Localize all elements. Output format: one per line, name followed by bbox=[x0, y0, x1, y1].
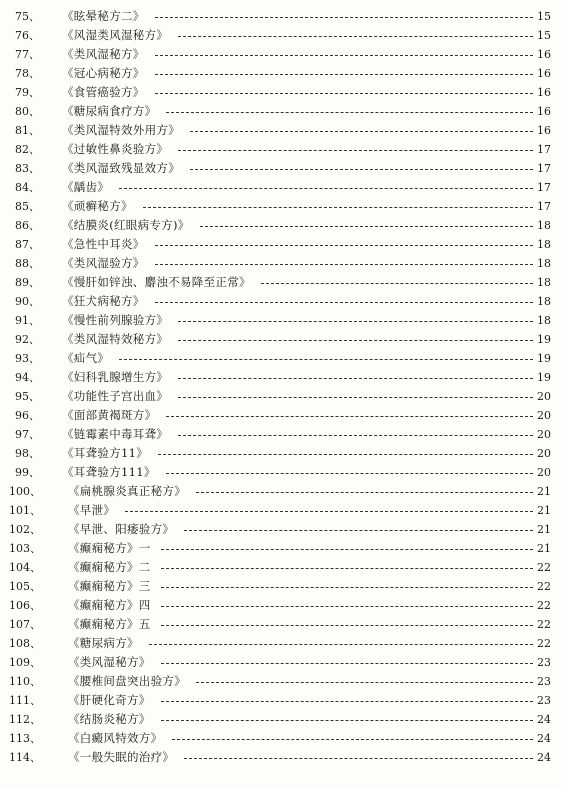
toc-entry-title: 《链霉素中毒耳聋》 bbox=[62, 427, 169, 441]
toc-entry-page-number: 16 bbox=[537, 105, 551, 118]
toc-entry-page-number: 15 bbox=[537, 10, 551, 23]
toc-entry-title: 《急性中耳炎》 bbox=[62, 237, 145, 251]
toc-dot-leader bbox=[155, 55, 533, 56]
toc-entry[interactable] bbox=[0, 121, 567, 140]
toc-entry-number: 81、 bbox=[15, 124, 40, 137]
toc-entry[interactable] bbox=[0, 216, 567, 235]
toc-entry-page-number: 18 bbox=[537, 276, 551, 289]
toc-entry-title: 《慢肝如锌浊、麝浊不易降至正常》 bbox=[62, 275, 251, 289]
toc-entry[interactable] bbox=[0, 273, 567, 292]
toc-entry-title: 《眩晕秘方二》 bbox=[62, 9, 145, 23]
toc-entry-page-number: 20 bbox=[537, 447, 551, 460]
toc-entry-page-number: 19 bbox=[537, 371, 551, 384]
toc-entry-page-number: 22 bbox=[537, 637, 551, 650]
toc-entry[interactable] bbox=[0, 672, 567, 691]
toc-entry-number: 83、 bbox=[15, 162, 40, 175]
toc-dot-leader bbox=[196, 682, 533, 683]
toc-dot-leader bbox=[178, 321, 533, 322]
toc-entry[interactable] bbox=[0, 406, 567, 425]
toc-entry-number: 101、 bbox=[9, 504, 41, 517]
toc-entry-page-number: 24 bbox=[537, 751, 551, 764]
toc-entry-number: 79、 bbox=[15, 86, 40, 99]
toc-entry-number: 80、 bbox=[15, 105, 40, 118]
toc-entry-number: 99、 bbox=[15, 466, 40, 479]
toc-entry[interactable] bbox=[0, 197, 567, 216]
toc-dot-leader bbox=[190, 131, 533, 132]
toc-dot-leader bbox=[166, 112, 533, 113]
toc-entry-title: 《腰椎间盘突出验方》 bbox=[68, 674, 186, 688]
toc-entry-number: 113、 bbox=[9, 732, 41, 745]
toc-entry-title: 《早泄、阳痿验方》 bbox=[68, 522, 175, 536]
toc-entry[interactable] bbox=[0, 292, 567, 311]
toc-entry[interactable] bbox=[0, 83, 567, 102]
toc-entry-title: 《扁桃腺炎真正秘方》 bbox=[68, 484, 186, 498]
toc-dot-leader bbox=[172, 739, 533, 740]
toc-entry-title: 《早泄》 bbox=[68, 503, 116, 517]
toc-entry-title: 《结膜炎(红眼病专方)》 bbox=[62, 218, 190, 232]
toc-entry-number: 111、 bbox=[9, 694, 41, 707]
toc-entry-title: 《癫痫秘方》三 bbox=[68, 579, 151, 593]
toc-dot-leader bbox=[155, 17, 533, 18]
toc-dot-leader bbox=[161, 720, 533, 721]
toc-entry-page-number: 15 bbox=[537, 29, 551, 42]
toc-entry-page-number: 22 bbox=[537, 561, 551, 574]
toc-entry-title: 《类风湿特效外用方》 bbox=[62, 123, 180, 137]
toc-entry-number: 77、 bbox=[15, 48, 40, 61]
toc-entry-number: 94、 bbox=[15, 371, 40, 384]
toc-entry-page-number: 21 bbox=[537, 523, 551, 536]
toc-entry-number: 93、 bbox=[15, 352, 40, 365]
toc-entry[interactable] bbox=[0, 615, 567, 634]
toc-entry-number: 104、 bbox=[9, 561, 41, 574]
toc-dot-leader bbox=[149, 644, 533, 645]
toc-entry-page-number: 18 bbox=[537, 295, 551, 308]
toc-entry[interactable] bbox=[0, 159, 567, 178]
toc-dot-leader bbox=[166, 416, 533, 417]
toc-entry-page-number: 21 bbox=[537, 542, 551, 555]
toc-dot-leader bbox=[161, 663, 533, 664]
toc-entry[interactable] bbox=[0, 520, 567, 539]
toc-entry[interactable] bbox=[0, 558, 567, 577]
toc-entry-page-number: 16 bbox=[537, 67, 551, 80]
toc-entry-page-number: 18 bbox=[537, 257, 551, 270]
toc-entry-page-number: 18 bbox=[537, 238, 551, 251]
toc-dot-leader bbox=[166, 473, 533, 474]
toc-entry-title: 《类风湿致残显效方》 bbox=[62, 161, 180, 175]
toc-dot-leader bbox=[158, 454, 533, 455]
toc-dot-leader bbox=[190, 169, 533, 170]
toc-entry[interactable] bbox=[0, 140, 567, 159]
toc-entry-page-number: 22 bbox=[537, 599, 551, 612]
toc-entry[interactable] bbox=[0, 710, 567, 729]
toc-entry-title: 《一般失眠的治疗》 bbox=[68, 750, 175, 764]
toc-entry[interactable] bbox=[0, 349, 567, 368]
toc-entry-title: 《顽癣秘方》 bbox=[62, 199, 133, 213]
toc-entry-title: 《面部黄褐斑方》 bbox=[62, 408, 157, 422]
toc-entry-number: 112、 bbox=[9, 713, 41, 726]
toc-entry[interactable] bbox=[0, 482, 567, 501]
toc-entry[interactable] bbox=[0, 596, 567, 615]
toc-entry-number: 114、 bbox=[9, 751, 41, 764]
toc-dot-leader bbox=[161, 625, 533, 626]
toc-entry[interactable] bbox=[0, 45, 567, 64]
toc-entry-page-number: 20 bbox=[537, 428, 551, 441]
toc-entry[interactable] bbox=[0, 444, 567, 463]
toc-entry-page-number: 24 bbox=[537, 713, 551, 726]
toc-entry-page-number: 23 bbox=[537, 694, 551, 707]
toc-entry-title: 《功能性子宫出血》 bbox=[62, 389, 169, 403]
toc-dot-leader bbox=[155, 245, 533, 246]
toc-dot-leader bbox=[161, 701, 533, 702]
toc-entry-number: 86、 bbox=[15, 219, 40, 232]
toc-dot-leader bbox=[161, 606, 533, 607]
toc-entry-page-number: 18 bbox=[537, 219, 551, 232]
toc-entry-number: 109、 bbox=[9, 656, 41, 669]
toc-entry-title: 《过敏性鼻炎验方》 bbox=[62, 142, 169, 156]
toc-entry[interactable] bbox=[0, 691, 567, 710]
toc-entry-page-number: 19 bbox=[537, 352, 551, 365]
toc-entry[interactable] bbox=[0, 64, 567, 83]
toc-entry-title: 《耳聋验方11》 bbox=[62, 446, 149, 460]
toc-entry[interactable] bbox=[0, 26, 567, 45]
toc-entry-title: 《类风湿秘方》 bbox=[68, 655, 151, 669]
toc-entry-number: 92、 bbox=[15, 333, 40, 346]
toc-entry[interactable] bbox=[0, 634, 567, 653]
toc-dot-leader bbox=[184, 758, 533, 759]
toc-entry-number: 96、 bbox=[15, 409, 40, 422]
toc-entry-title: 《耳聋验方111》 bbox=[62, 465, 156, 479]
toc-dot-leader bbox=[155, 74, 533, 75]
toc-dot-leader bbox=[155, 93, 533, 94]
toc-entry-title: 《糖尿病方》 bbox=[68, 636, 139, 650]
toc-entry-number: 85、 bbox=[15, 200, 40, 213]
toc-entry-number: 95、 bbox=[15, 390, 40, 403]
toc-entry-number: 107、 bbox=[9, 618, 41, 631]
toc-dot-leader bbox=[196, 492, 533, 493]
toc-entry-title: 《类风湿特效秘方》 bbox=[62, 332, 169, 346]
toc-entry-page-number: 16 bbox=[537, 124, 551, 137]
toc-entry-page-number: 21 bbox=[537, 485, 551, 498]
toc-entry-number: 82、 bbox=[15, 143, 40, 156]
toc-entry-page-number: 16 bbox=[537, 48, 551, 61]
toc-dot-leader bbox=[119, 359, 533, 360]
toc-entry-number: 76、 bbox=[15, 29, 40, 42]
toc-dot-leader bbox=[178, 397, 533, 398]
toc-entry-title: 《癫痫秘方》一 bbox=[68, 541, 151, 555]
toc-entry[interactable] bbox=[0, 653, 567, 672]
toc-dot-leader bbox=[161, 568, 533, 569]
toc-dot-leader bbox=[161, 587, 533, 588]
toc-entry-page-number: 21 bbox=[537, 504, 551, 517]
toc-entry[interactable] bbox=[0, 235, 567, 254]
toc-entry-number: 78、 bbox=[15, 67, 40, 80]
toc-entry-title: 《疝气》 bbox=[62, 351, 110, 365]
toc-dot-leader bbox=[178, 150, 533, 151]
toc-entry-number: 102、 bbox=[9, 523, 41, 536]
toc-entry-title: 《类风湿验方》 bbox=[62, 256, 145, 270]
toc-entry-page-number: 22 bbox=[537, 618, 551, 631]
toc-entry-page-number: 23 bbox=[537, 656, 551, 669]
toc-dot-leader bbox=[261, 283, 533, 284]
toc-entry-number: 97、 bbox=[15, 428, 40, 441]
toc-dot-leader bbox=[178, 36, 533, 37]
toc-entry-page-number: 16 bbox=[537, 86, 551, 99]
toc-dot-leader bbox=[125, 511, 533, 512]
toc-dot-leader bbox=[184, 530, 533, 531]
toc-entry-page-number: 22 bbox=[537, 580, 551, 593]
toc-entry-number: 75、 bbox=[15, 10, 40, 23]
toc-entry[interactable] bbox=[0, 463, 567, 482]
toc-entry-number: 106、 bbox=[9, 599, 41, 612]
toc-entry-title: 《癫痫秘方》二 bbox=[68, 560, 151, 574]
toc-dot-leader bbox=[155, 302, 533, 303]
toc-entry-page-number: 24 bbox=[537, 732, 551, 745]
toc-entry[interactable] bbox=[0, 330, 567, 349]
toc-entry[interactable] bbox=[0, 729, 567, 748]
toc-entry-title: 《白癜风特效方》 bbox=[68, 731, 163, 745]
toc-entry-page-number: 18 bbox=[537, 314, 551, 327]
toc-entry-number: 105、 bbox=[9, 580, 41, 593]
toc-dot-leader bbox=[155, 264, 533, 265]
toc-entry-page-number: 17 bbox=[537, 200, 551, 213]
toc-entry-title: 《癫痫秘方》五 bbox=[68, 617, 151, 631]
toc-entry-title: 《癫痫秘方》四 bbox=[68, 598, 151, 612]
toc-entry-page-number: 17 bbox=[537, 162, 551, 175]
toc-entry-page-number: 19 bbox=[537, 333, 551, 346]
toc-entry-page-number: 20 bbox=[537, 466, 551, 479]
toc-entry[interactable] bbox=[0, 577, 567, 596]
toc-entry[interactable] bbox=[0, 178, 567, 197]
toc-entry-title: 《食管癌验方》 bbox=[62, 85, 145, 99]
toc-entry[interactable] bbox=[0, 387, 567, 406]
toc-entry[interactable] bbox=[0, 425, 567, 444]
toc-entry-number: 103、 bbox=[9, 542, 41, 555]
toc-dot-leader bbox=[200, 226, 533, 227]
toc-dot-leader bbox=[178, 378, 533, 379]
toc-entry[interactable] bbox=[0, 748, 567, 767]
toc-entry-page-number: 20 bbox=[537, 409, 551, 422]
toc-dot-leader bbox=[119, 188, 533, 189]
toc-entry-page-number: 17 bbox=[537, 181, 551, 194]
toc-entry-title: 《结肠炎秘方》 bbox=[68, 712, 151, 726]
toc-entry-title: 《龋齿》 bbox=[62, 180, 110, 194]
toc-entry[interactable] bbox=[0, 501, 567, 520]
toc-entry-number: 110、 bbox=[9, 675, 41, 688]
toc-entry-title: 《妇科乳腺增生方》 bbox=[62, 370, 169, 384]
toc-entry-title: 《冠心病秘方》 bbox=[62, 66, 145, 80]
toc-entry-number: 90、 bbox=[15, 295, 40, 308]
toc-dot-leader bbox=[178, 435, 533, 436]
toc-entry-number: 84、 bbox=[15, 181, 40, 194]
toc-entry-page-number: 20 bbox=[537, 390, 551, 403]
toc-entry-title: 《慢性前列腺验方》 bbox=[62, 313, 169, 327]
toc-entry-number: 88、 bbox=[15, 257, 40, 270]
toc-entry[interactable] bbox=[0, 311, 567, 330]
toc-entry-title: 《风湿类风湿秘方》 bbox=[62, 28, 169, 42]
toc-entry-number: 91、 bbox=[15, 314, 40, 327]
toc-entry-number: 87、 bbox=[15, 238, 40, 251]
toc-entry-number: 98、 bbox=[15, 447, 40, 460]
toc-dot-leader bbox=[161, 549, 533, 550]
toc-entry[interactable] bbox=[0, 254, 567, 273]
toc-entry[interactable] bbox=[0, 368, 567, 387]
toc-entry[interactable] bbox=[0, 7, 567, 26]
toc-entry-title: 《肝硬化奇方》 bbox=[68, 693, 151, 707]
toc-entry-number: 89、 bbox=[15, 276, 40, 289]
toc-entry-number: 100、 bbox=[9, 485, 41, 498]
toc-entry[interactable] bbox=[0, 102, 567, 121]
toc-entry-number: 108、 bbox=[9, 637, 41, 650]
toc-entry-page-number: 23 bbox=[537, 675, 551, 688]
toc-dot-leader bbox=[178, 340, 533, 341]
toc-entry-title: 《糖尿病食疗方》 bbox=[62, 104, 157, 118]
toc-entry-page-number: 17 bbox=[537, 143, 551, 156]
toc-entry-title: 《狂犬病秘方》 bbox=[62, 294, 145, 308]
toc-dot-leader bbox=[143, 207, 533, 208]
toc-entry[interactable] bbox=[0, 539, 567, 558]
toc-entry-title: 《类风湿秘方》 bbox=[62, 47, 145, 61]
table-of-contents bbox=[0, 7, 567, 767]
